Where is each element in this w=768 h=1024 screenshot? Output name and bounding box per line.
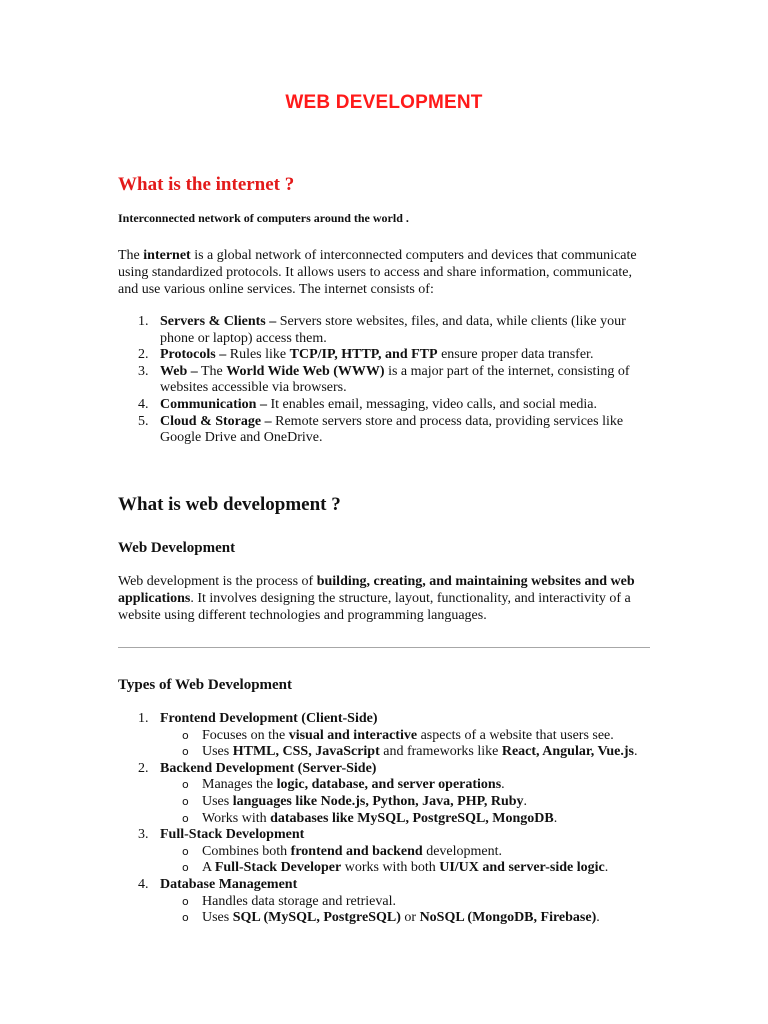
sub-bold: React, Angular, Vue.js	[501, 744, 634, 760]
internet-components-list	[118, 314, 658, 447]
list-item-term: Cloud & Storage –	[160, 413, 272, 429]
intro-bold-term: internet	[143, 248, 191, 263]
types-list	[118, 711, 678, 927]
sub-bold: UI/UX and server-side logic	[439, 860, 605, 876]
intro-text: is a global network of interconnected computers and devices that communicate using standardized protocols. It allows users to access and share information, communicate, and use various online services. The internet consists of:	[118, 248, 637, 297]
list-item-label: Backend Development (Server-Side)	[160, 760, 377, 776]
sub-text: Uses	[202, 744, 233, 760]
list-item-term: Web –	[160, 363, 198, 379]
intro-text: The	[118, 248, 144, 263]
list-item-text: Servers store websites, files, and data, while clients (like your phone or laptop) access them.	[160, 314, 626, 346]
list-number: 1.	[138, 314, 149, 329]
sub-bold: databases like MySQL, PostgreSQL, MongoDB	[270, 810, 554, 826]
list-item-bold: TCP/IP, HTTP, and FTP	[289, 347, 438, 363]
list-item-term: Servers & Clients –	[160, 314, 277, 329]
sub-text: or	[400, 910, 420, 926]
hollow-bullet-icon: o	[182, 894, 189, 908]
list-item-text: Rules like	[226, 347, 290, 363]
list-item	[118, 761, 678, 778]
list-number: 4.	[138, 876, 149, 892]
sub-text: Manages the	[202, 777, 277, 793]
sub-bold: languages like Node.js, Python, Java, PHP, Ruby	[232, 793, 524, 809]
sub-text: development.	[422, 843, 502, 859]
list-number: 3.	[138, 827, 149, 843]
sub-bold: logic, database, and server operations	[276, 777, 502, 793]
sub-text: Focuses on the	[202, 727, 289, 743]
list-number: 1.	[138, 711, 149, 726]
list-item-text: ensure proper data transfer.	[437, 347, 594, 363]
sub-text: A	[202, 860, 215, 876]
sub-bold: Full-Stack Developer	[214, 860, 342, 876]
sub-text: .	[523, 793, 528, 809]
subheading-web-development: Web Development	[118, 540, 236, 556]
sub-text: works with both	[341, 860, 440, 876]
hollow-bullet-icon: o	[182, 811, 189, 825]
sub-list-item	[118, 794, 678, 811]
sub-list-item	[118, 844, 678, 861]
document-title: WEB DEVELOPMENT	[285, 92, 483, 113]
list-item-term: Protocols –	[160, 347, 227, 363]
sub-text: .	[596, 910, 600, 926]
list-item	[118, 414, 658, 447]
list-item-label: Frontend Development (Client-Side)	[160, 711, 378, 726]
horizontal-divider	[118, 647, 650, 648]
sub-text: Handles data storage and retrieval.	[202, 893, 396, 909]
sub-text: .	[501, 777, 505, 793]
sub-text: Uses	[202, 910, 233, 926]
list-item-term: Communication –	[160, 396, 267, 412]
sub-text: Works with	[202, 810, 271, 826]
web-development-paragraph	[118, 573, 646, 624]
sub-bold: visual and interactive	[288, 727, 418, 743]
list-item-text: The	[197, 363, 227, 379]
list-item	[118, 364, 658, 397]
sub-text: .	[553, 810, 558, 826]
paragraph-text: Web development is the process of	[118, 574, 317, 589]
list-item	[118, 827, 678, 844]
list-item	[118, 711, 678, 728]
list-item	[118, 314, 658, 347]
section-heading-internet: What is the internet ?	[118, 174, 295, 195]
sub-list-item	[118, 728, 678, 745]
sub-list-item	[118, 910, 678, 927]
internet-intro-paragraph	[118, 247, 646, 298]
list-item	[118, 397, 658, 414]
paragraph-bold: building, creating, and maintaining websites and web applications	[118, 574, 635, 606]
list-number: 3.	[138, 363, 149, 379]
list-item-text: Remote servers store and process data, providing services like Google Drive and OneDrive.	[160, 413, 624, 446]
sub-text: .	[604, 860, 609, 876]
sub-text: Uses	[202, 793, 233, 809]
sub-text: .	[633, 744, 638, 760]
hollow-bullet-icon: o	[182, 844, 189, 858]
list-item-bold: World Wide Web (WWW)	[226, 363, 385, 379]
sub-text: Combines both	[202, 843, 291, 859]
sub-bold: frontend and backend	[290, 843, 423, 859]
sub-list-item	[118, 777, 678, 794]
sub-bold: NoSQL (MongoDB, Firebase)	[419, 910, 597, 926]
hollow-bullet-icon: o	[182, 745, 189, 759]
section-heading-web-development: What is web development ?	[118, 494, 341, 515]
sub-bold: SQL (MySQL, PostgreSQL)	[232, 910, 401, 926]
sub-bold: HTML, CSS, JavaScript	[232, 744, 380, 760]
list-number: 4.	[138, 396, 149, 412]
hollow-bullet-icon: o	[182, 794, 189, 808]
sub-text: and frameworks like	[379, 744, 502, 760]
paragraph-text: . It involves designing the structure, layout, functionality, and interactivity of a website using different technologies and programming languages.	[118, 591, 631, 623]
hollow-bullet-icon: o	[182, 911, 189, 925]
list-item	[118, 877, 678, 894]
hollow-bullet-icon: o	[182, 778, 189, 792]
hollow-bullet-icon: o	[182, 861, 189, 875]
subheading-types: Types of Web Development	[118, 677, 293, 693]
sub-list-item	[118, 894, 678, 911]
hollow-bullet-icon: o	[182, 728, 189, 742]
sub-list-item	[118, 860, 678, 877]
sub-text: aspects of a website that users see.	[417, 727, 614, 743]
sub-list-item	[118, 811, 678, 828]
list-item-label: Full-Stack Development	[160, 827, 305, 843]
list-item-text: It enables email, messaging, video calls, and social media.	[266, 396, 598, 412]
list-item	[118, 347, 658, 364]
list-item-text: is a major part of the internet, consisting of websites accessible via browsers.	[160, 363, 630, 396]
list-item-label: Database Management	[160, 876, 298, 892]
internet-tagline: Interconnected network of computers around the world .	[118, 211, 409, 225]
sub-list-item	[118, 744, 678, 761]
list-number: 2.	[138, 760, 149, 776]
list-number: 5.	[138, 413, 149, 429]
list-number: 2.	[138, 347, 149, 363]
